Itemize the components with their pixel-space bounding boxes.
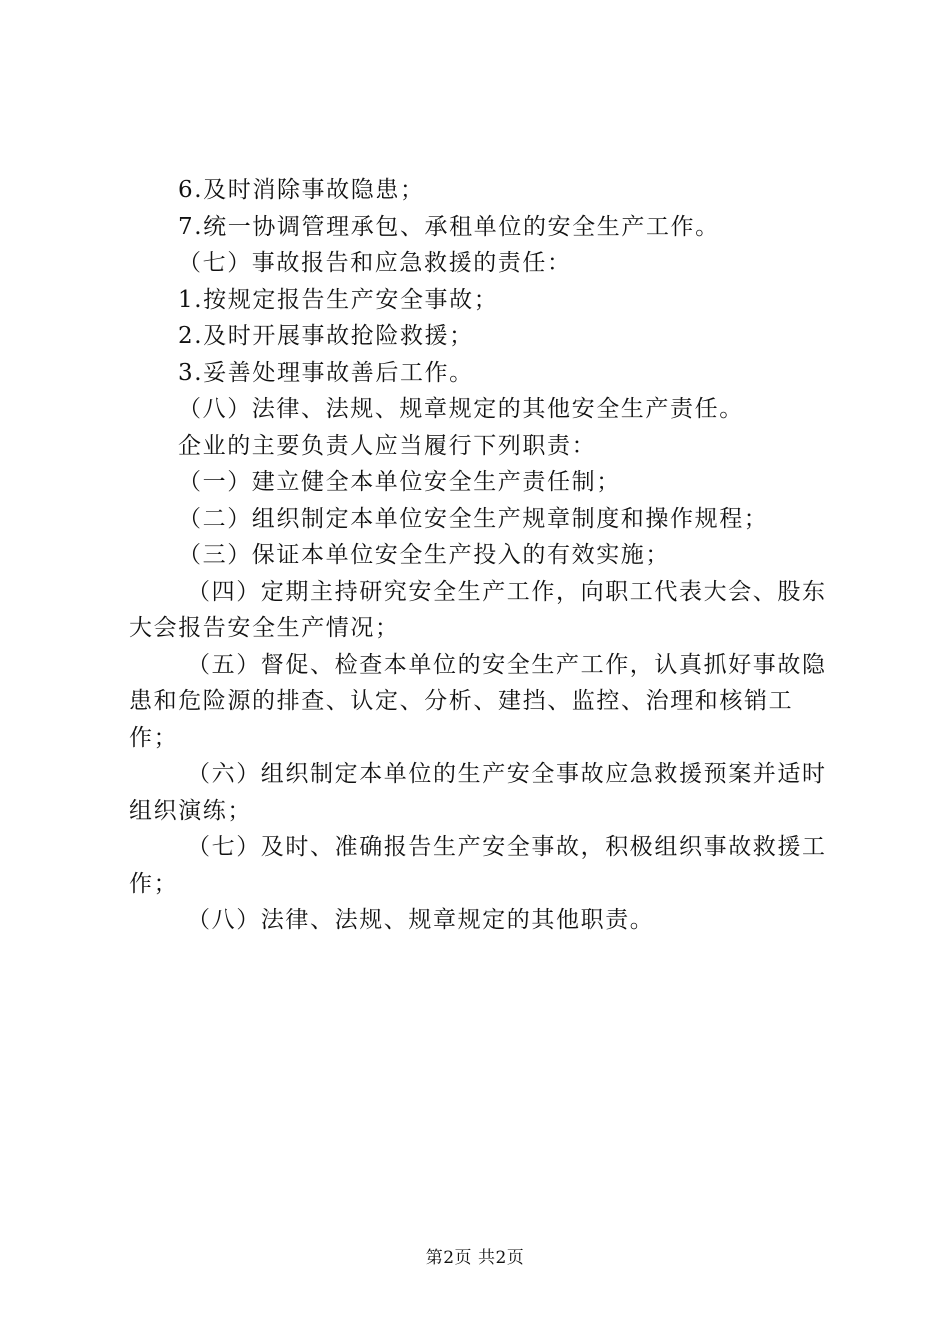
page-number-footer: 第2页 共2页 (425, 1248, 525, 1268)
document-body (129, 172, 831, 939)
list-item: 6.及时消除事故隐患； (178, 177, 425, 203)
duty-paragraph: （八）法律、法规、规章规定的其他职责。 (187, 907, 655, 933)
duty-paragraph: （五）督促、检查本单位的安全生产工作，认真抓好事故隐患和危险源的排查、认定、分析、建挡、监控、治理和核销工作； (129, 651, 827, 751)
section-heading: （八）法律、法规、规章规定的其他安全生产责任。 (178, 396, 744, 422)
section-heading: （七）事故报告和应急救援的责任： (178, 250, 572, 276)
duty-item: （二）组织制定本单位安全生产规章制度和操作规程； (178, 505, 769, 532)
duty-item: （三）保证本单位安全生产投入的有效实施； (178, 542, 670, 568)
list-item: 7.统一协调管理承包、承租单位的安全生产工作。 (178, 213, 720, 240)
duty-paragraph: （四）定期主持研究安全生产工作，向职工代表大会、股东大会报告安全生产情况； (129, 578, 827, 641)
duty-paragraph: （六）组织制定本单位的生产安全事故应急救援预案并适时组织演练； (129, 761, 827, 824)
intro-paragraph: 企业的主要负责人应当履行下列职责： (178, 432, 597, 459)
list-item: 2.及时开展事故抢险救援； (178, 323, 474, 349)
duty-item: （一）建立健全本单位安全生产责任制； (178, 469, 621, 495)
list-item: 3.妥善处理事故善后工作。 (178, 359, 474, 386)
duty-paragraph: （七）及时、准确报告生产安全事故，积极组织事故救援工作； (129, 834, 827, 897)
list-item: 1.按规定报告生产安全事故； (178, 286, 499, 313)
